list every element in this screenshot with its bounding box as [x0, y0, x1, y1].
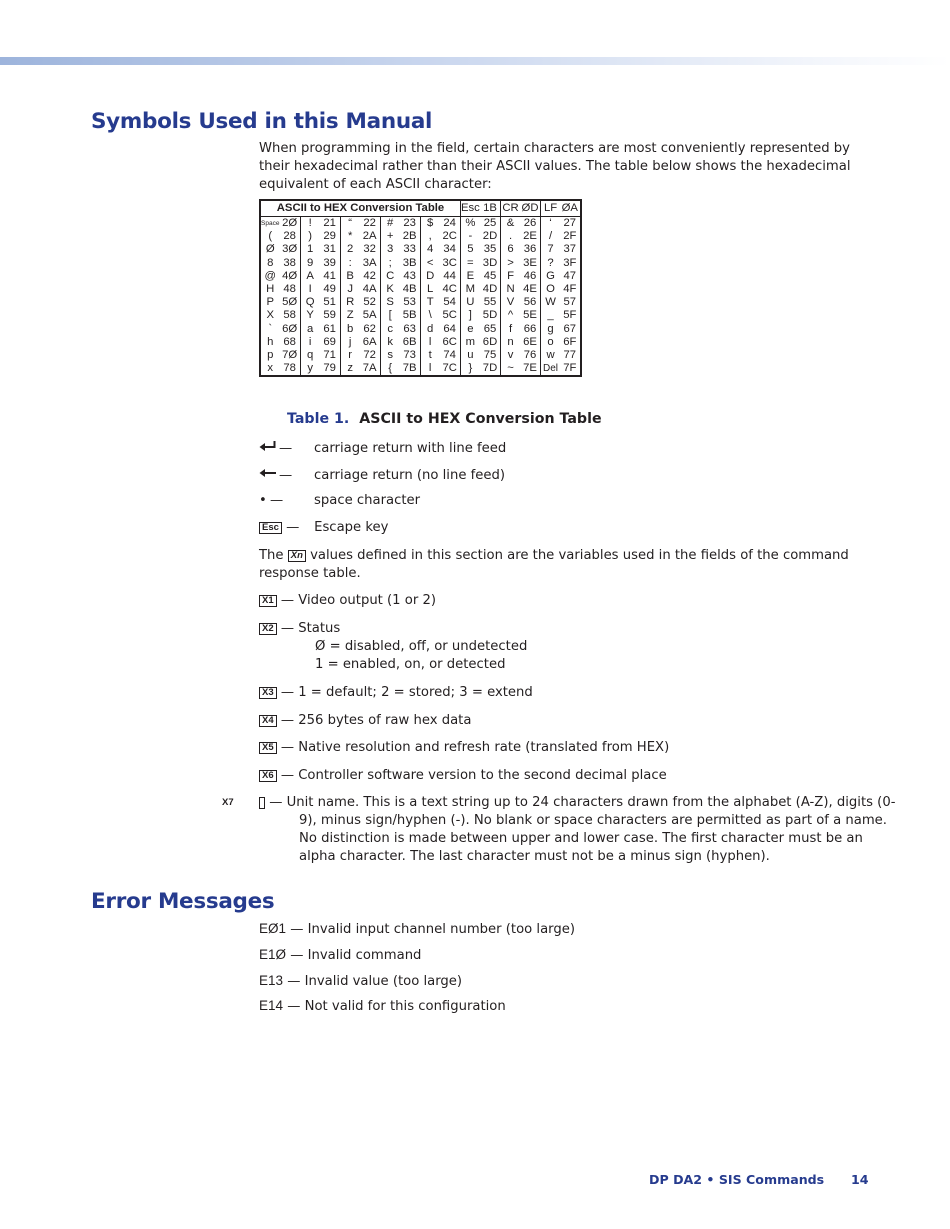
error-text: — Invalid command [286, 948, 422, 963]
ascii-char-cell: 5 [467, 243, 474, 256]
hex-value-cell: 6Ø [279, 323, 300, 336]
ascii-char-cell: l [428, 362, 432, 375]
hex-value-cell: 38 [279, 257, 300, 270]
ascii-char-cell: [ [388, 309, 392, 322]
hex-value-cell: 3B [399, 257, 420, 270]
symbol-dash: — [279, 441, 293, 456]
hex-value-cell: 7Ø [279, 349, 300, 362]
error-text: — Not valid for this configuration [283, 999, 506, 1014]
hex-value-cell: 37 [563, 243, 577, 256]
hex-value-cell: 3E [520, 257, 541, 270]
ascii-char-cell: x [267, 362, 274, 375]
ascii-char-cell: { [388, 362, 393, 375]
hex-value-cell: 25 [480, 217, 501, 231]
ascii-char-cell: 8 [267, 256, 274, 269]
ascii-char-cell: ) [308, 230, 313, 243]
ascii-char-cell: e [467, 322, 474, 335]
error-code: E14 [259, 998, 284, 1013]
ascii-char-cell: P [266, 296, 274, 309]
ascii-char-cell: I [308, 283, 312, 296]
ascii-char-cell: 7 [547, 243, 554, 256]
hex-value-cell: 22 [359, 217, 380, 231]
error-code: EØ1 [259, 921, 287, 936]
hex-value-cell: 7E [520, 362, 541, 376]
variable-x7 [222, 794, 899, 866]
ascii-header-cell: 1B [480, 200, 501, 217]
variable-box: X1 [259, 595, 277, 607]
ascii-char-cell: Space [261, 220, 280, 227]
hex-value-cell: 51 [319, 296, 340, 309]
symbol-definition [259, 519, 388, 537]
variable-box: X5 [259, 742, 277, 754]
hex-value-cell: 67 [563, 322, 577, 335]
carriage-return-line-feed-icon [259, 440, 279, 458]
ascii-char-cell: & [506, 217, 515, 229]
ascii-char-cell: = [467, 256, 474, 269]
error-text: — Invalid input channel number (too large) [286, 922, 575, 937]
section-heading-symbols: Symbols Used in this Manual [91, 109, 433, 134]
hex-value-cell: 48 [279, 283, 300, 296]
hex-value-cell: 5E [520, 309, 541, 322]
ascii-char-cell: b [347, 322, 354, 335]
hex-value-cell: 32 [359, 243, 380, 256]
variable-text: — Video output (1 or 2) [280, 593, 436, 608]
hex-value-cell: 4A [359, 283, 380, 296]
ascii-char-cell: - [468, 230, 473, 243]
ascii-char-cell: , [428, 230, 432, 243]
hex-value-cell: 59 [319, 309, 340, 322]
ascii-char-cell: d [427, 322, 434, 335]
header-gradient-bar [0, 57, 950, 65]
ascii-char-cell: + [386, 230, 394, 243]
ascii-hex-table [259, 199, 582, 377]
ascii-char-cell: 6 [507, 243, 514, 256]
ascii-header-cell: CR [501, 200, 520, 217]
ascii-char-cell: A [306, 269, 314, 282]
variable-box: X4 [259, 715, 277, 727]
ascii-char-cell: T [426, 296, 434, 309]
ascii-char-cell: k [387, 335, 394, 348]
ascii-table-row [260, 257, 581, 270]
table-caption [287, 411, 602, 427]
hex-value-cell: 46 [520, 270, 541, 283]
ascii-char-cell: Y [306, 309, 314, 322]
hex-value-cell: 27 [563, 217, 577, 229]
variable-box: X7 [259, 797, 265, 809]
hex-value-cell: 24 [439, 217, 460, 231]
hex-value-cell: 5A [359, 309, 380, 322]
hex-value-cell: 57 [563, 296, 577, 309]
hex-value-cell: 5F [563, 309, 577, 322]
table-caption-number: Table 1. [287, 411, 350, 427]
hex-value-cell: 76 [520, 349, 541, 362]
hex-value-cell: 29 [319, 230, 340, 243]
hex-value-cell: 7D [480, 362, 501, 376]
ascii-char-cell: ] [468, 309, 472, 322]
hex-value-cell: 56 [520, 296, 541, 309]
hex-value-cell: 2E [520, 230, 541, 243]
ascii-header-cell: ØA [560, 200, 581, 217]
ascii-char-cell: U [466, 296, 475, 309]
ascii-char-cell: ‘ [549, 217, 552, 229]
ascii-char-cell: } [468, 362, 473, 375]
ascii-table-row [260, 349, 581, 362]
ascii-char-cell: 9 [307, 256, 314, 269]
ascii-char-cell: O [546, 283, 555, 296]
hex-value-cell: 26 [520, 217, 541, 231]
hex-value-cell: 6A [359, 336, 380, 349]
variable-text: — 256 bytes of raw hex data [280, 713, 472, 728]
hex-value-cell: 21 [319, 217, 340, 231]
hex-value-cell: 2C [439, 230, 460, 243]
variable-box: X2 [259, 623, 277, 635]
ascii-char-cell: G [546, 269, 555, 282]
error-text: — Invalid value (too large) [283, 974, 463, 989]
ascii-char-cell: S [386, 296, 394, 309]
symbol-text: carriage return (no line feed) [314, 468, 506, 483]
hex-value-cell: 63 [399, 323, 420, 336]
hex-value-cell: 4E [520, 283, 541, 296]
ascii-char-cell: u [467, 349, 474, 362]
ascii-char-cell: ? [547, 256, 554, 269]
hex-value-cell: 6D [480, 336, 501, 349]
intro-paragraph: When programming in the field, certain characters are most conveniently represented by their hexadecimal rather than their ASCII values. The table below shows the hexadecimal equivalent of each ASCII character: [259, 141, 851, 192]
page-number: 14 [851, 1172, 869, 1187]
ascii-char-cell: z [347, 362, 354, 375]
ascii-table-row [260, 217, 581, 231]
ascii-char-cell: B [346, 269, 354, 282]
ascii-char-cell: p [267, 349, 274, 362]
ascii-char-cell: H [266, 283, 275, 296]
hex-value-cell: 3A [359, 257, 380, 270]
carriage-return-icon [259, 467, 279, 485]
ascii-char-cell: ( [268, 230, 273, 243]
hex-value-cell: 28 [279, 230, 300, 243]
hex-value-cell: 35 [480, 243, 501, 256]
hex-value-cell: 36 [520, 243, 541, 256]
ascii-char-cell: E [466, 269, 475, 282]
hex-value-cell: 75 [480, 349, 501, 362]
ascii-char-cell: f [508, 322, 513, 335]
hex-value-cell: 6B [399, 336, 420, 349]
ascii-char-cell: V [506, 296, 515, 309]
bullet-glyph: • [259, 493, 267, 508]
ascii-char-cell: K [386, 283, 394, 296]
ascii-char-cell: Z [346, 309, 354, 322]
hex-value-cell: 73 [399, 349, 420, 362]
hex-value-cell: 3D [480, 257, 501, 270]
ascii-char-cell: ~ [507, 362, 514, 375]
symbol-definition [259, 492, 420, 510]
ascii-char-cell: J [347, 283, 354, 296]
ascii-char-cell: 3 [387, 243, 394, 256]
ascii-char-cell: 2 [347, 243, 354, 256]
hex-value-cell: 78 [279, 362, 300, 376]
ascii-char-cell: D [426, 269, 435, 282]
hex-value-cell: 3Ø [279, 243, 300, 256]
variable-text: — Native resolution and refresh rate (translated from HEX) [280, 740, 670, 755]
ascii-char-cell: v [507, 349, 514, 362]
section-heading-errors: Error Messages [91, 889, 275, 914]
error-message [259, 972, 462, 991]
hex-value-cell: 6F [563, 335, 577, 348]
ascii-char-cell: r [348, 349, 353, 362]
hex-value-cell: 31 [319, 243, 340, 256]
table-caption-title: ASCII to HEX Conversion Table [359, 411, 602, 427]
variable-text: — Status [280, 621, 341, 636]
hex-value-cell: 33 [399, 243, 420, 256]
ascii-char-cell: * [347, 230, 353, 243]
hex-value-cell: 7B [399, 362, 420, 376]
xn-variable-box: Xn [288, 550, 306, 562]
variable-x6 [259, 767, 859, 785]
hex-value-cell: 43 [399, 270, 420, 283]
symbol-dash: — [286, 520, 300, 535]
symbol-definition [259, 440, 506, 458]
variable-x5 [259, 739, 859, 757]
ascii-char-cell: i [308, 335, 312, 348]
variable-text: — Unit name. This is a text string up to 24 characters drawn from the alphabet (A-Z), digits (0-9), minus sign/hyphen (-). No blank or space characters are permitted as part of a name. No distinction is made between upper and lower case. The first character must be an alpha character. The last character must not be a minus sign (hyphen). [269, 795, 896, 864]
hex-value-cell: 39 [319, 257, 340, 270]
hex-value-cell: 23 [399, 217, 420, 231]
hex-value-cell: 3F [563, 256, 577, 269]
ascii-char-cell: h [267, 335, 274, 348]
symbol-definition [259, 467, 505, 485]
ascii-table-row [260, 362, 581, 376]
ascii-char-cell: / [548, 230, 553, 243]
hex-value-cell: 79 [319, 362, 340, 376]
hex-value-cell: 69 [319, 336, 340, 349]
hex-value-cell: 62 [359, 323, 380, 336]
symbol-dash: — [270, 493, 284, 508]
ascii-char-cell: F [507, 269, 514, 282]
hex-value-cell: 7A [359, 362, 380, 376]
variable-value-line: 1 = enabled, on, or detected [315, 657, 506, 672]
hex-value-cell: 2D [480, 230, 501, 243]
xn-note-before: The [259, 548, 288, 563]
ascii-char-cell: ` [268, 322, 273, 335]
ascii-char-cell: > [507, 256, 514, 269]
hex-value-cell: 65 [480, 323, 501, 336]
ascii-char-cell: ; [388, 256, 392, 269]
ascii-char-cell: % [465, 217, 476, 229]
ascii-char-cell: X [266, 309, 274, 322]
symbol-dash: — [279, 468, 293, 483]
ascii-table-header-row [260, 200, 581, 217]
hex-value-cell: 77 [563, 349, 577, 362]
ascii-char-cell: w [546, 349, 555, 362]
ascii-char-cell: g [547, 322, 554, 335]
ascii-table-title: ASCII to HEX Conversion Table [260, 200, 460, 217]
hex-value-cell: 4F [563, 283, 577, 296]
xn-note-after: values defined in this section are the variables used in the fields of the command response table. [259, 548, 849, 581]
ascii-char-cell: c [387, 322, 394, 335]
esc-key-box: Esc [259, 522, 282, 534]
ascii-table-row [260, 296, 581, 309]
ascii-char-cell: ! [308, 217, 312, 229]
ascii-char-cell: N [506, 283, 515, 296]
hex-value-cell: 53 [399, 296, 420, 309]
ascii-char-cell: 4 [427, 243, 434, 256]
ascii-table-row [260, 230, 581, 243]
ascii-char-cell: n [507, 335, 514, 348]
footer-title: DP DA2 • SIS Commands [649, 1172, 825, 1187]
ascii-table-row [260, 270, 581, 283]
ascii-table-row [260, 309, 581, 322]
variable-x2 [259, 620, 859, 674]
hex-value-cell: 5C [439, 309, 460, 322]
hex-value-cell: 68 [279, 336, 300, 349]
error-message [259, 920, 575, 939]
ascii-table-row [260, 336, 581, 349]
hex-value-cell: 5Ø [279, 296, 300, 309]
symbol-text: carriage return with line feed [314, 441, 507, 456]
hex-value-cell: 58 [279, 309, 300, 322]
symbol-text: space character [314, 493, 421, 508]
hex-value-cell: 2Ø [279, 217, 300, 231]
ascii-char-cell: j [348, 335, 352, 348]
hex-value-cell: 74 [439, 349, 460, 362]
ascii-char-cell: < [426, 256, 434, 269]
ascii-table-row [260, 323, 581, 336]
ascii-char-cell: $ [427, 217, 434, 229]
ascii-char-cell: Q [305, 296, 315, 309]
ascii-char-cell: t [428, 349, 432, 362]
ascii-char-cell: R [346, 296, 355, 309]
ascii-char-cell: # [387, 217, 394, 229]
variable-value-line: Ø = disabled, off, or undetected [315, 639, 528, 654]
ascii-char-cell: L [427, 283, 434, 296]
ascii-char-cell: o [547, 335, 554, 348]
hex-value-cell: 6E [520, 336, 541, 349]
hex-value-cell: 3C [439, 257, 460, 270]
hex-value-cell: 61 [319, 323, 340, 336]
variable-box: X3 [259, 687, 277, 699]
variable-x1 [259, 592, 859, 610]
ascii-char-cell: W [545, 296, 556, 309]
ascii-char-cell: s [387, 349, 394, 362]
variable-x3 [259, 684, 859, 702]
hex-value-cell: 41 [319, 270, 340, 283]
hex-value-cell: 4B [399, 283, 420, 296]
hex-value-cell: 6C [439, 336, 460, 349]
xn-note-paragraph [259, 547, 859, 583]
hex-value-cell: 4C [439, 283, 460, 296]
ascii-char-cell: C [386, 269, 395, 282]
hex-value-cell: 44 [439, 270, 460, 283]
variable-x4 [259, 712, 859, 730]
ascii-header-cell: LF [541, 200, 560, 217]
ascii-char-cell: q [307, 349, 314, 362]
error-code: E13 [259, 973, 284, 988]
hex-value-cell: 2F [563, 230, 577, 243]
hex-value-cell: 4Ø [279, 270, 300, 283]
hex-value-cell: 2B [399, 230, 420, 243]
ascii-table-row [260, 283, 581, 296]
symbol-text: Escape key [314, 520, 389, 535]
ascii-char-cell: _ [547, 309, 554, 322]
hex-value-cell: 64 [439, 323, 460, 336]
ascii-char-cell: Del [543, 363, 559, 375]
ascii-char-cell: m [465, 335, 476, 348]
hex-value-cell: 66 [520, 323, 541, 336]
ascii-char-cell: 1 [307, 243, 314, 256]
ascii-char-cell: \ [428, 309, 432, 322]
hex-value-cell: 71 [319, 349, 340, 362]
ascii-char-cell: . [508, 230, 513, 243]
hex-value-cell: 7F [563, 362, 577, 375]
ascii-header-cell: Esc [460, 200, 479, 217]
hex-value-cell: 34 [439, 243, 460, 256]
error-message [259, 997, 506, 1016]
ascii-table-row [260, 243, 581, 256]
ascii-char-cell: : [348, 256, 352, 269]
hex-value-cell: 5B [399, 309, 420, 322]
hex-value-cell: 42 [359, 270, 380, 283]
hex-value-cell: 55 [480, 296, 501, 309]
hex-value-cell: 7C [439, 362, 460, 376]
hex-value-cell: 45 [480, 270, 501, 283]
variable-text: — Controller software version to the second decimal place [280, 768, 667, 783]
ascii-header-cell: ØD [520, 200, 541, 217]
variable-box: X6 [259, 770, 277, 782]
ascii-char-cell: “ [348, 217, 353, 229]
hex-value-cell: 47 [563, 269, 577, 282]
variable-text: — 1 = default; 2 = stored; 3 = extend [280, 685, 533, 700]
ascii-char-cell: a [307, 322, 314, 335]
hex-value-cell: 52 [359, 296, 380, 309]
ascii-char-cell: @ [264, 269, 276, 282]
hex-value-cell: 72 [359, 349, 380, 362]
hex-value-cell: 2A [359, 230, 380, 243]
hex-value-cell: 4D [480, 283, 501, 296]
ascii-char-cell: y [307, 362, 314, 375]
ascii-char-cell: Ø [265, 243, 275, 256]
ascii-char-cell: M [465, 283, 476, 296]
hex-value-cell: 54 [439, 296, 460, 309]
error-code: E1Ø [259, 947, 287, 962]
ascii-char-cell: ^ [507, 309, 514, 322]
hex-value-cell: 5D [480, 309, 501, 322]
ascii-char-cell: l [428, 335, 432, 348]
hex-value-cell: 49 [319, 283, 340, 296]
error-message [259, 946, 421, 965]
